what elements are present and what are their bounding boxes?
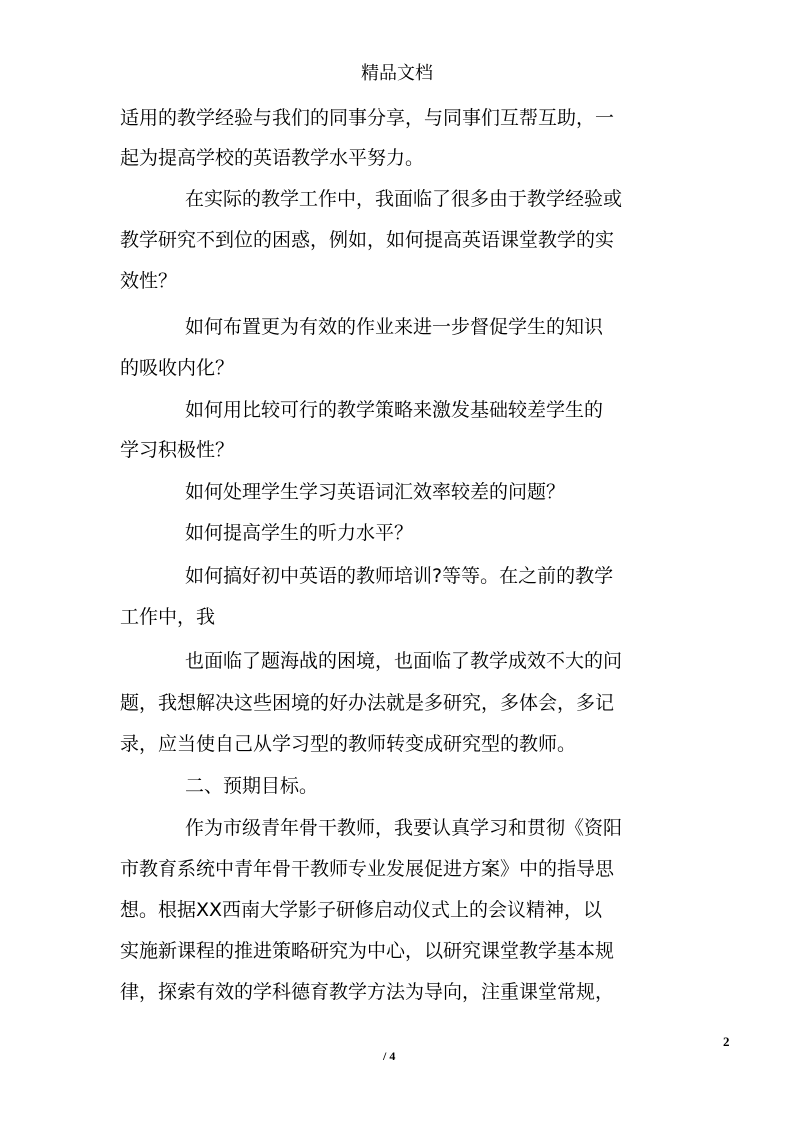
- paragraph-line: 如何提高学生的听力水平？: [185, 522, 414, 544]
- body-line: 的吸收内化？: [120, 357, 235, 379]
- body-line: 适用的教学经验与我们的同事分享，与同事们互帮互助，一: [120, 107, 615, 129]
- paragraph-line: 也面临了题海战的困境，也面临了教学成效不大的问: [185, 650, 623, 672]
- page-number: 2: [723, 1034, 730, 1049]
- body-line: 工作中，我: [120, 606, 216, 628]
- body-line: 想。根据XX西南大学影子研修启动仪式上的会议精神，以: [120, 899, 603, 921]
- body-line: 效性？: [120, 270, 178, 292]
- page-total: / 4: [383, 1049, 396, 1063]
- body-line: 律，探索有效的学科德育教学方法为导向，注重课堂常规，: [120, 981, 615, 1003]
- body-line: 实施新课程的推进策略研究为中心，以研究课堂教学基本规: [120, 940, 615, 962]
- body-line: 学习积极性？: [120, 439, 235, 461]
- section-heading: 二、预期目标。: [185, 775, 319, 797]
- paragraph-line: 如何用比较可行的教学策略来激发基础较差学生的: [185, 399, 604, 421]
- paragraph-line: 在实际的教学工作中，我面临了很多由于教学经验或: [185, 188, 623, 210]
- paragraph-line: 如何处理学生学习英语词汇效率较差的问题？: [185, 481, 566, 503]
- paragraph-line: 如何搞好初中英语的教师培训?等等。在之前的教学: [185, 565, 614, 587]
- body-line: 市教育系统中青年骨干教师专业发展促进方案》中的指导思: [120, 858, 615, 880]
- page-header-title: 精品文档: [361, 63, 433, 84]
- body-line: 起为提高学校的英语教学水平努力。: [120, 147, 425, 169]
- body-line: 题，我想解决这些困境的好办法就是多研究，多体会，多记: [120, 692, 615, 714]
- body-line: 录，应当使自己从学习型的教师转变成研究型的教师。: [120, 733, 577, 755]
- body-line: 教学研究不到位的困惑，例如，如何提高英语课堂教学的实: [120, 229, 615, 251]
- paragraph-line: 作为市级青年骨干教师，我要认真学习和贯彻《资阳: [185, 817, 623, 839]
- paragraph-line: 如何布置更为有效的作业来进一步督促学生的知识: [185, 316, 604, 338]
